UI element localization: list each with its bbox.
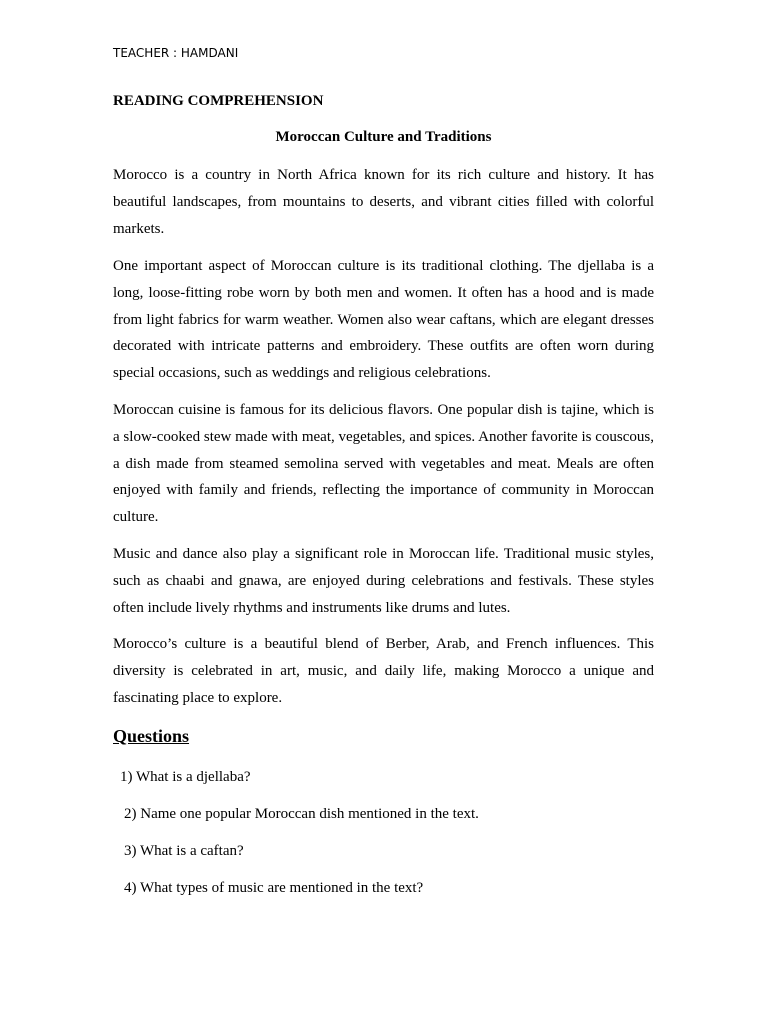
paragraph-conclusion: Morocco’s culture is a beautiful blend of Berber, Arab, and French influences. This diversity is celebrated in art, music, and daily life, making Morocco a unique and fascinating place to explore. [113,636,654,706]
paragraph-music: Music and dance also play a significant role in Moroccan life. Traditional music styles, such as chaabi and gnawa, are enjoyed during celebrations and festivals. These styles often include lively rhythms and instruments like drums and lutes. [113,546,654,616]
paragraph-clothing: One important aspect of Moroccan culture is its traditional clothing. The djellaba is a long, loose-fitting robe worn by both men and women. It often has a hood and is made from light fabrics for warm weather. Women also wear caftans, which are elegant dresses decorated with intricate patterns and embroidery. These outfits are often worn during special occasions, such as weddings and religious celebrations. [113,258,654,382]
paragraph-intro: Morocco is a country in North Africa known for its rich culture and history. It has beautiful landscapes, from mountains to deserts, and vibrant cities filled with colorful markets. [113,167,654,237]
question-item: 3) What is a caftan? [124,843,244,859]
question-item: 2) Name one popular Moroccan dish mentioned in the text. [124,806,479,822]
section-title: READING COMPREHENSION [113,93,324,109]
paragraph-cuisine: Moroccan cuisine is famous for its delicious flavors. One popular dish is tajine, which is a slow-cooked stew made with meat, vegetables, and spices. Another favorite is couscous, a dish made from steamed semolina served with vegetables and meat. Meals are often enjoyed with family and friends, reflecting the importance of community in Moroccan culture. [113,402,654,526]
questions-heading: Questions [113,726,190,746]
teacher-name: TEACHER : HAMDANI [113,46,239,60]
question-item: 4) What types of music are mentioned in the text? [124,880,424,896]
question-item: 1) What is a djellaba? [120,769,251,785]
document-title: Moroccan Culture and Traditions [275,129,492,145]
